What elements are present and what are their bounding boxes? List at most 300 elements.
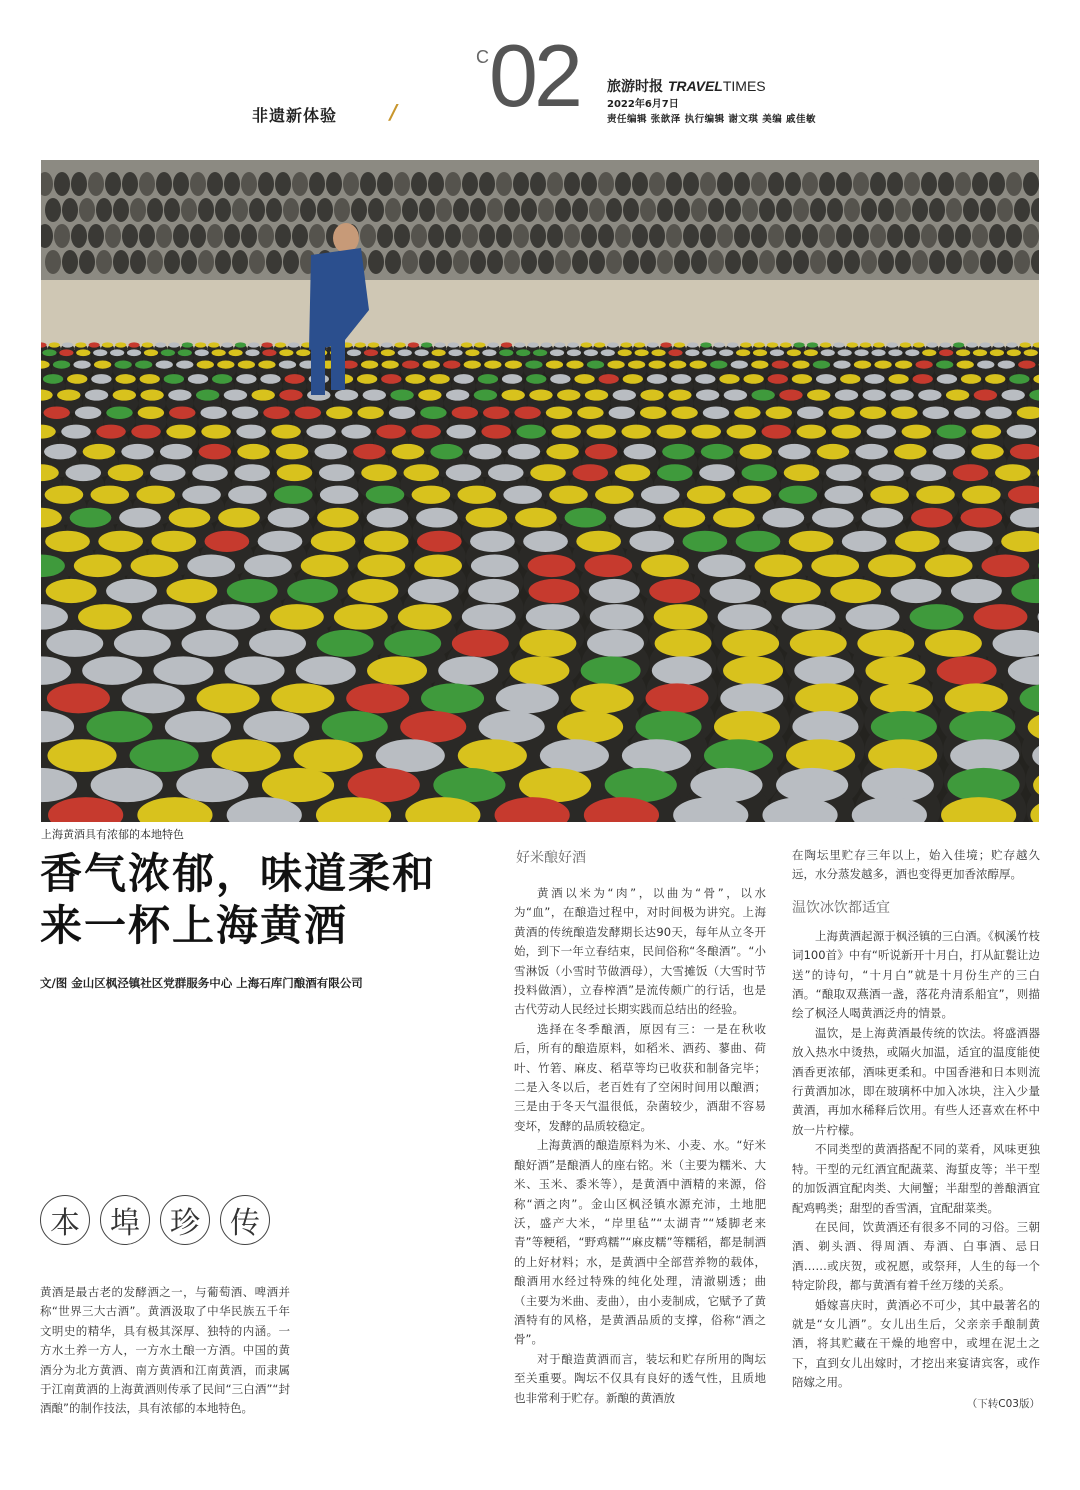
jar-lid — [398, 604, 452, 630]
jar-lid — [74, 554, 122, 577]
jar-lid — [165, 711, 231, 742]
stacked-jar — [963, 250, 979, 274]
jar-lid — [687, 342, 698, 347]
stacked-jar — [479, 172, 495, 196]
jar-lid — [966, 342, 977, 347]
jar-lid — [235, 342, 246, 347]
jar-lid — [770, 579, 821, 603]
jar-lid — [519, 768, 591, 802]
jar-lid — [458, 739, 527, 772]
jar-lid — [433, 768, 505, 802]
jar-lid — [212, 349, 226, 356]
jar-lid — [279, 390, 302, 401]
stacked-jar — [776, 198, 792, 222]
jar-lid — [874, 361, 891, 369]
jar-lid — [156, 361, 173, 369]
jar-lid — [621, 342, 632, 347]
jar-lid — [635, 349, 649, 356]
jar-lid — [585, 390, 608, 401]
jar-lid — [122, 683, 185, 713]
jar-lid — [452, 406, 478, 419]
stacked-jar — [79, 198, 95, 222]
jar-lid — [130, 739, 199, 772]
stacked-jar — [309, 172, 325, 196]
jar-lid — [243, 711, 309, 742]
jar-lid — [446, 390, 469, 401]
jar-lid — [956, 349, 970, 356]
jar-lid — [271, 425, 300, 439]
jar-lid — [618, 349, 632, 356]
jar-lid — [488, 464, 524, 481]
jar-lid — [176, 361, 193, 369]
jar-lid — [82, 656, 142, 684]
newspaper-name — [607, 76, 766, 96]
jar-lid — [443, 361, 460, 369]
jar-lid — [274, 486, 313, 504]
page-number: 02 — [489, 26, 579, 125]
jar-lid — [812, 508, 854, 528]
stacked-jar — [300, 198, 316, 222]
jar-lid — [53, 361, 70, 369]
jar-lid — [629, 531, 674, 552]
jar-lid — [651, 349, 665, 356]
jar-lid — [357, 554, 405, 577]
jar-lid — [782, 604, 836, 630]
jar-lid — [91, 768, 163, 802]
jar-lid — [169, 406, 195, 419]
jar-lid — [957, 361, 974, 369]
stacked-jar — [173, 224, 189, 248]
jar-lid — [96, 425, 125, 439]
stacked-jar — [904, 172, 920, 196]
jar-lid — [390, 390, 413, 401]
jar-lid — [446, 464, 482, 481]
jar-lid — [381, 342, 392, 347]
stacked-jar — [802, 224, 818, 248]
jar-lid — [902, 425, 931, 439]
jar-lid — [939, 349, 953, 356]
stacked-jar — [513, 224, 529, 248]
jar-lid — [508, 444, 541, 459]
stacked-jar — [156, 172, 172, 196]
stacked-jar — [989, 224, 1005, 248]
jar-lid — [923, 406, 949, 419]
jar-lid — [554, 342, 565, 347]
stacked-jar — [972, 172, 988, 196]
stacked-jar — [207, 224, 223, 248]
jar-lid — [661, 342, 672, 347]
stacked-jar — [861, 198, 877, 222]
stacked-jar — [402, 198, 418, 222]
jar-lid — [276, 444, 309, 459]
stacked-jar — [54, 224, 70, 248]
stacked-jar — [598, 224, 614, 248]
jar-lid — [641, 554, 689, 577]
stacked-jar — [768, 172, 784, 196]
jar-lid — [529, 390, 552, 401]
jar-lid — [398, 349, 412, 356]
jar-lid — [703, 406, 729, 419]
jar-lid — [83, 444, 116, 459]
jar-lid — [448, 342, 459, 347]
stacked-jar — [657, 198, 673, 222]
stacked-jar — [555, 198, 571, 222]
stacked-jar — [1023, 172, 1039, 196]
jar-lid — [910, 604, 964, 630]
issue-date: 2022年6月7日 — [607, 99, 679, 110]
stacked-jar — [785, 224, 801, 248]
jar-lid — [182, 486, 221, 504]
jar-lid — [502, 374, 522, 384]
stacked-jar — [1023, 224, 1039, 248]
jar-lid — [382, 361, 399, 369]
stacked-jar — [717, 172, 733, 196]
jar-lid — [698, 554, 746, 577]
jar-lid — [279, 361, 296, 369]
jar-lid — [505, 361, 522, 369]
jar-lid — [367, 656, 427, 684]
jar-lid — [648, 361, 665, 369]
jar-lid — [636, 711, 702, 742]
stacked-jar — [368, 198, 384, 222]
jar-lid — [78, 604, 132, 630]
stacked-jar — [71, 172, 87, 196]
stacked-jar — [972, 224, 988, 248]
jar-lid — [972, 425, 1001, 439]
jar-lid — [622, 425, 651, 439]
stacked-jar — [96, 198, 112, 222]
stacked-jar — [1006, 224, 1022, 248]
jar-lid — [657, 464, 693, 481]
stacked-jar — [419, 198, 435, 222]
jar-lid — [75, 406, 101, 419]
jar-lid — [98, 531, 143, 552]
stacked-jar — [360, 224, 376, 248]
stacked-jar — [385, 250, 401, 274]
stacked-jar — [360, 172, 376, 196]
jar-lid — [947, 768, 1019, 802]
stacked-jar — [266, 198, 282, 222]
jar-lid — [868, 739, 937, 772]
jar-lid — [587, 361, 604, 369]
jar-lid — [47, 739, 116, 772]
stacked-jar — [870, 224, 886, 248]
stacked-jar — [751, 224, 767, 248]
col2-paragraph-4: 对于酿造黄酒而言，装坛和贮存所用的陶坛至关重要。陶坛不仅具有良好的透气性，且质地也非常利于贮存。新酿的黄酒放 — [514, 1351, 766, 1405]
jar-lid — [652, 656, 712, 684]
jar-lid — [733, 486, 772, 504]
stacked-jar — [564, 172, 580, 196]
jar-lid — [860, 342, 871, 347]
stamp-char-1: 本 — [40, 1195, 90, 1245]
jar-lid — [514, 406, 540, 419]
jar-lid — [208, 342, 219, 347]
stacked-jar — [921, 172, 937, 196]
jar-lid — [296, 656, 356, 684]
warehouse-floor — [41, 280, 1039, 350]
col3-paragraph-2: 温饮，是上海黄酒最传统的饮法。将盛酒器放入热水中烫热，或隔火加温，适宜的温度能使酒香更浓郁，酒味更柔和。中国香港和日本则流行黄酒加冰，即在玻璃杯中加入冰块，注入少量黄酒，再加水稀释后饮用。有些人还喜欢在杯中放一片柠檬。 — [792, 1025, 1040, 1137]
jar-lid — [102, 342, 113, 347]
jar-lid — [865, 656, 925, 684]
stacked-jar — [130, 198, 146, 222]
jar-lid — [624, 444, 657, 459]
jar-lid — [720, 683, 783, 713]
jar-lid — [649, 579, 700, 603]
stacked-jar — [139, 172, 155, 196]
jar-lid — [421, 683, 484, 713]
stacked-jar — [113, 250, 129, 274]
jar-lid — [176, 768, 248, 802]
jar-lid — [129, 342, 140, 347]
jar-lid — [813, 361, 830, 369]
section-name: 非遗新体验 — [252, 106, 338, 125]
jar-lid — [361, 464, 397, 481]
jar-lid — [590, 604, 644, 630]
jar-lid — [946, 390, 969, 401]
jar-lid — [418, 390, 441, 401]
jar-lid — [113, 390, 136, 401]
jar-lid — [797, 406, 823, 419]
jar-lid — [551, 425, 580, 439]
stacked-jar — [623, 198, 639, 222]
stacked-jar — [266, 250, 282, 274]
jar-lid — [862, 768, 934, 802]
jar-lid — [187, 554, 235, 577]
stacked-jar — [88, 224, 104, 248]
stacked-jar — [768, 224, 784, 248]
jar-lid — [227, 579, 278, 603]
jar-lid — [195, 349, 209, 356]
stacked-jar — [453, 198, 469, 222]
jar-lid — [268, 508, 310, 528]
col3-paragraph-0: 在陶坛里贮存三年以上，始入佳境；贮存越久远，水分蒸发越多，酒也变得更加香浓醇厚。 — [792, 848, 1040, 882]
jar-lid — [414, 554, 462, 577]
stacked-jar — [793, 250, 809, 274]
stacked-jar — [428, 224, 444, 248]
stacked-jar — [436, 250, 452, 274]
jar-lid — [89, 342, 100, 347]
jar-lid — [465, 349, 479, 356]
jar-lid — [911, 464, 947, 481]
jar-lid — [434, 342, 445, 347]
jar-lid — [236, 425, 265, 439]
jar-lid — [787, 349, 801, 356]
jar-lid — [110, 349, 124, 356]
jar-lid — [687, 486, 726, 504]
stacked-jar — [691, 250, 707, 274]
stacked-jar — [394, 172, 410, 196]
jar-lid — [776, 768, 848, 802]
jar-lid — [528, 342, 539, 347]
stacked-jar — [377, 224, 393, 248]
jar-lid — [840, 374, 860, 384]
jar-lid — [581, 656, 641, 684]
jar-lid — [448, 349, 462, 356]
stacked-jar — [275, 224, 291, 248]
jar-lid — [106, 406, 132, 419]
jar-lid — [144, 349, 158, 356]
stacked-jar — [963, 198, 979, 222]
stamp-char-2: 埠 — [100, 1195, 150, 1245]
jar-lid — [364, 531, 409, 552]
jar-lid — [468, 579, 519, 603]
jar-lid — [454, 374, 474, 384]
stacked-jar — [827, 198, 843, 222]
jar-lid — [641, 486, 680, 504]
jar-lid — [671, 406, 697, 419]
stacked-jar — [224, 224, 240, 248]
jar-lid — [528, 554, 576, 577]
jar-lid — [271, 683, 334, 713]
jar-lid — [980, 342, 991, 347]
headline-line-2: 来一杯上海黄酒 — [40, 901, 349, 950]
jar-lid — [408, 579, 459, 603]
jar-lid — [572, 464, 608, 481]
jar-lid — [671, 374, 691, 384]
jar-lid — [594, 342, 605, 347]
stacked-jar — [589, 198, 605, 222]
jar-lid — [188, 374, 208, 384]
subhead-good-rice: 好米酿好酒 — [516, 850, 586, 866]
jar-lid — [719, 349, 733, 356]
jar-lid — [937, 656, 997, 684]
jar-lid — [470, 531, 515, 552]
jar-lid — [164, 374, 184, 384]
intro-paragraph — [40, 1283, 290, 1419]
intro-text: 黄酒是最古老的发酵酒之一，与葡萄酒、啤酒并称“世界三大古酒”。黄酒汲取了中华民族五千年文明史的精华，具有极其深厚、独特的内涵。一方水土养一方人，一方水土酿一方酒。中国的黄酒分为北方黄酒、南方黄酒和江南黄酒，而隶属于江南黄酒的上海黄酒则传承了民间“三白酒”“封酒酿”的制作技法，具有浓郁的本地特色。 — [40, 1285, 290, 1416]
jar-lid — [526, 604, 580, 630]
jar-lid — [237, 444, 270, 459]
stacked-jar — [819, 224, 835, 248]
stacked-jar — [275, 172, 291, 196]
jar-lid — [389, 406, 415, 419]
jar-lid — [335, 390, 358, 401]
jar-lid — [668, 390, 691, 401]
jar-lid — [740, 342, 751, 347]
jar-lid — [248, 342, 259, 347]
stacked-jar — [632, 172, 648, 196]
col2-paragraph-2: 选择在冬季酿酒，原因有三：一是在秋收后，所有的酿造原料，如稻米、酒药、蓼曲、荷叶、竹箬、麻皮、稻草等均已收获和制备完毕；二是入冬以后，老百姓有了空闲时间用以酿酒；三是由于冬天气温很低，杂菌较少，酒甜不容易变坏，发酵的品质较稳定。 — [514, 1021, 766, 1133]
jar-lid — [557, 711, 623, 742]
jar-lid — [613, 390, 636, 401]
jar-lid — [770, 349, 784, 356]
jar-lid — [871, 349, 885, 356]
jar-lid — [690, 768, 762, 802]
stacked-jar — [181, 250, 197, 274]
jar-lid — [833, 342, 844, 347]
jar-lid — [197, 683, 260, 713]
jar-lid — [135, 361, 152, 369]
jar-lid — [212, 374, 232, 384]
jar-lid — [835, 390, 858, 401]
jar-lid — [260, 374, 280, 384]
worker-leg — [331, 335, 345, 390]
jar-lid — [797, 425, 826, 439]
jar-lid — [873, 342, 884, 347]
jar-lid — [587, 630, 644, 657]
section-slash: / — [390, 100, 398, 124]
stacked-jar — [164, 250, 180, 274]
jar-lid — [828, 406, 854, 419]
jar-lid — [601, 349, 615, 356]
jar-lid — [792, 361, 809, 369]
jar-lid — [320, 486, 359, 504]
jar-lid — [212, 739, 281, 772]
jar-lid — [368, 342, 379, 347]
jar-lid — [925, 554, 973, 577]
photo-wine-jars — [41, 160, 1039, 822]
stacked-jar — [436, 198, 452, 222]
jar-lid — [530, 464, 566, 481]
stacked-jar — [691, 198, 707, 222]
jar-lid — [287, 579, 338, 603]
jar-lid — [868, 554, 916, 577]
jar-lid — [905, 349, 919, 356]
jar-lid — [710, 579, 761, 603]
jar-lid — [609, 406, 635, 419]
jar-lid — [168, 390, 191, 401]
jar-lid — [245, 349, 259, 356]
jar-lid — [722, 630, 779, 657]
jar-lid — [701, 444, 734, 459]
stacked-jar — [1014, 250, 1030, 274]
stacked-jar — [249, 198, 265, 222]
headline — [40, 848, 436, 952]
jar-lid — [742, 464, 778, 481]
stacked-jar — [351, 198, 367, 222]
jar-lid — [792, 711, 858, 742]
jar-lid — [762, 425, 791, 439]
stacked-jar — [1014, 198, 1030, 222]
jar-lid — [205, 531, 250, 552]
jar-lid — [357, 374, 377, 384]
jar-lid — [514, 342, 525, 347]
stacked-jar — [122, 224, 138, 248]
jar-lid — [301, 554, 349, 577]
jar-lid — [891, 406, 917, 419]
jar-lid — [584, 349, 598, 356]
jar-lid — [45, 531, 90, 552]
jar-lid — [431, 349, 445, 356]
stacked-jar — [215, 198, 231, 222]
jar-lid — [509, 656, 569, 684]
jar-lid — [546, 406, 572, 419]
stacked-jar — [853, 172, 869, 196]
jar-lid — [326, 406, 352, 419]
jar-lid — [982, 554, 1030, 577]
jar-lid — [501, 342, 512, 347]
jar-lid — [182, 630, 239, 657]
jar-lid — [971, 444, 1004, 459]
stacked-jar — [674, 250, 690, 274]
jar-lid — [474, 390, 497, 401]
jar-lid — [574, 374, 594, 384]
jar-lid — [977, 361, 994, 369]
jar-lid — [953, 342, 964, 347]
jar-lid — [894, 444, 927, 459]
stacked-jar — [241, 224, 257, 248]
jar-lid — [421, 342, 432, 347]
jar-lid — [948, 531, 993, 552]
jar-lid — [779, 390, 802, 401]
jar-lid — [488, 342, 499, 347]
jar-lid — [403, 464, 439, 481]
jar-lid — [115, 342, 126, 347]
jar-lid — [234, 464, 270, 481]
jar-lid — [833, 361, 850, 369]
stamp-char-3: 珍 — [160, 1195, 210, 1245]
stacked-jar — [164, 198, 180, 222]
